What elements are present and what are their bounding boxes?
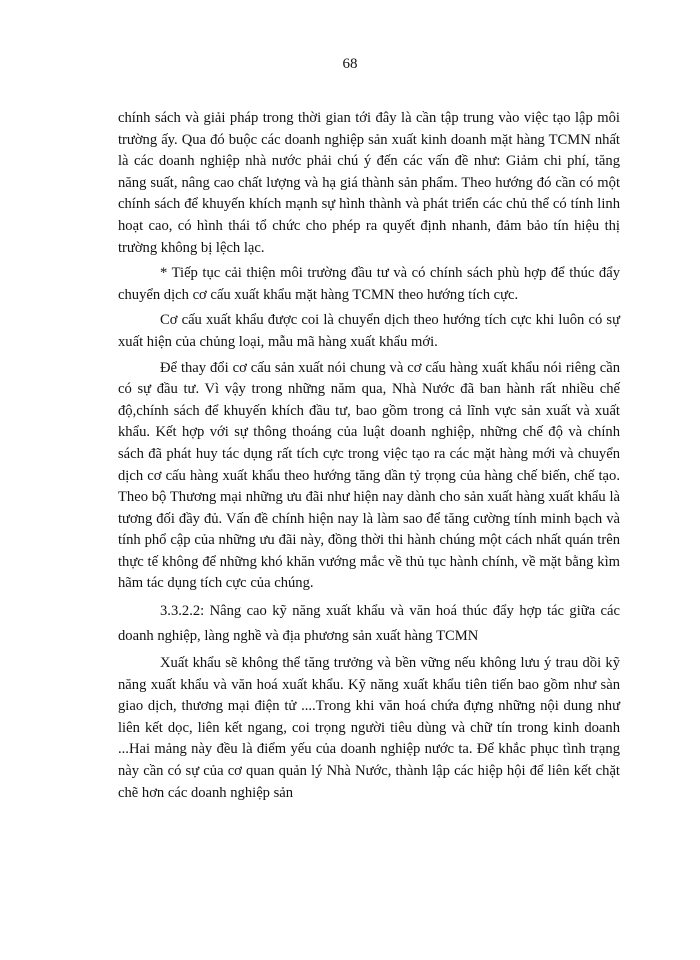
paragraph-continuation: chính sách và giải pháp trong thời gian tới đây là cần tập trung vào việc tạo lập môi trường ấy. Qua đó buộc các doanh nghiệp sản xuất kinh doanh mặt hàng TCMN nhất là các doanh nghiệp nhà nước phải chú ý đến các vấn đề như: Giảm chi phí, tăng năng suất, nâng cao chất lượng và hạ giá thành sản phẩm. Theo hướng đó cần có một chính sách để khuyến khích mạnh sự hình thành và phát triển các chủ thể có tính linh hoạt cao, có hình thái tổ chức cho phép ra quyết định nhanh, đảm bảo tín hiệu thị trường không bị lệch lạc. [118,110,620,256]
paragraph-export-structure: Cơ cấu xuất khẩu được coi là chuyển dịch theo hướng tích cực khi luôn có sự xuất hiện của chủng loại, mẫu mã hàng xuất khẩu mới. [118,312,620,350]
page-number: 68 [342,56,358,72]
document-body [118,108,620,808]
paragraph-bullet-investment: * Tiếp tục cải thiện môi trường đầu tư và có chính sách phù hợp để thúc đẩy chuyển dịch cơ cấu xuất khẩu mặt hàng TCMN theo hướng tích cực. [118,265,620,303]
paragraph-export-skills: Xuất khẩu sẽ không thể tăng trưởng và bền vững nếu không lưu ý trau dồi kỹ năng xuất khẩu và văn hoá xuất khẩu. Kỹ năng xuất khẩu tiên tiến bao gồm như sàn giao dịch, thương mại điện tử ....Trong khi văn hoá chứa đựng những nội dung như liên kết dọc, liên kết ngang, coi trọng người tiêu dùng và chữ tín trong kinh doanh ...Hai mảng này đều là điểm yếu của doanh nghiệp nước ta. Để khắc phục tình trạng này cần có sự của cơ quan quản lý Nhà Nước, thành lập các hiệp hội để liên kết chặt chẽ hơn các doanh nghiệp sản [118,655,620,801]
paragraph-investment-policy: Để thay đổi cơ cấu sản xuất nói chung và cơ cấu hàng xuất khẩu nói riêng cần có sự đầu tư. Vì vậy trong những năm qua, Nhà Nước đã ban hành rất nhiều chế độ,chính sách để khuyến khích đầu tư, bao gồm trong cả lĩnh vực sản xuất và xuất khẩu. Kết hợp với sự thông thoáng của luật doanh nghiệp, những chế độ và chính sách đã phát huy tác dụng rất tích cực trong việc tạo ra các mặt hàng mới và chuyển dịch cơ cấu hàng xuất khẩu theo hướng tăng dần tỷ trọng của hàng chế biến, chế tạo. Theo bộ Thương mại những ưu đãi như hiện nay dành cho sản xuất hàng xuất khẩu là tương đối đầy đủ. Vấn đề chính hiện nay là làm sao để tăng cường tính minh bạch và tính phổ cập của những ưu đãi này, đồng thời thi hành chúng một cách nhất quán trên thực tế không để những khó khăn vướng mắc về thủ tục hành chính, về mặt bằng kìm hãm tác dụng tích cực của chúng. [118,359,620,592]
section-heading-3-3-2-2: 3.3.2.2: Nâng cao kỹ năng xuất khẩu và văn hoá thúc đẩy hợp tác giữa các doanh nghiệp, làng nghề và địa phương sản xuất hàng TCMN [118,603,620,645]
